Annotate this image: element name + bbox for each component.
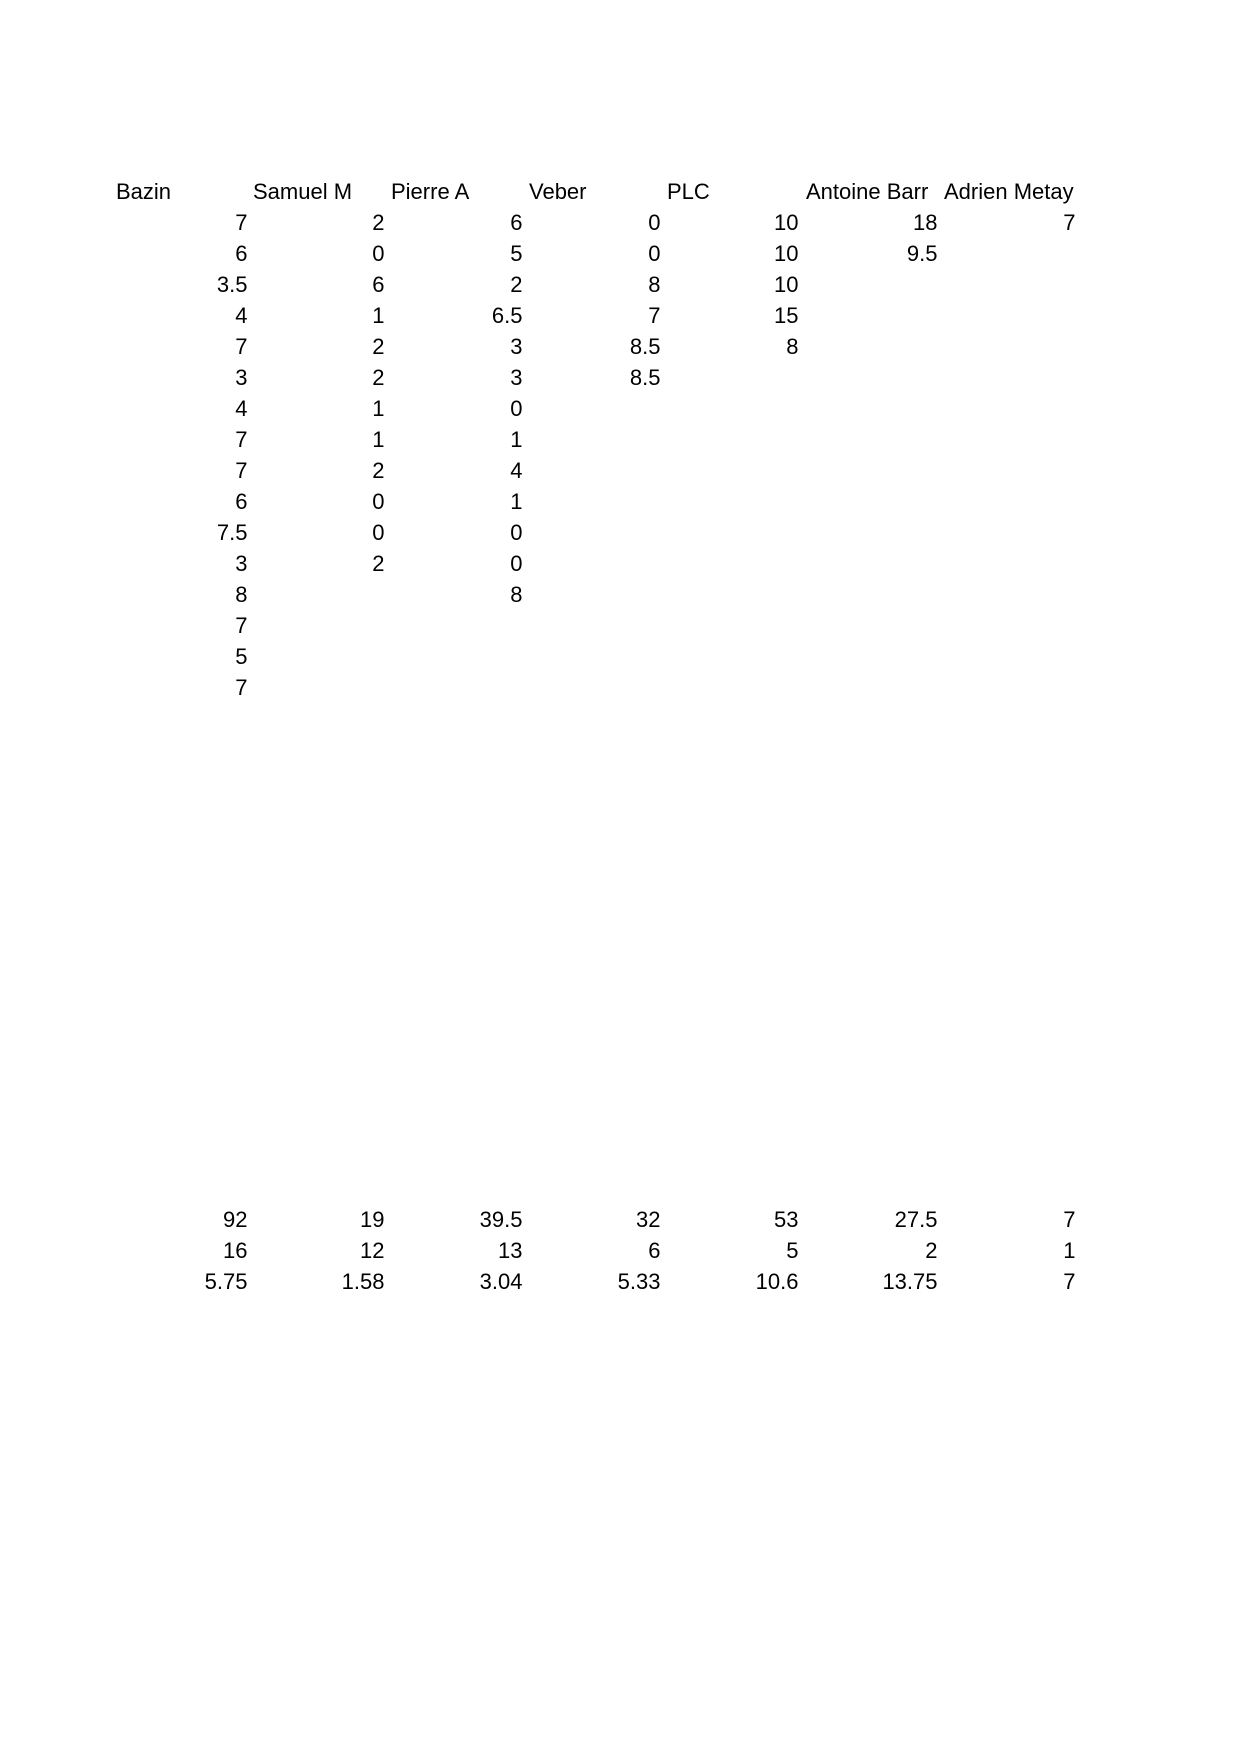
data-cell: 0 bbox=[372, 489, 385, 514]
data-cell: 7 bbox=[235, 675, 248, 700]
column-header: PLC bbox=[667, 179, 710, 204]
data-cell: 7 bbox=[1063, 210, 1076, 235]
data-cell: 4 bbox=[510, 458, 523, 483]
column-header: Antoine Barr bbox=[806, 179, 929, 204]
summary-cell: 13 bbox=[498, 1238, 523, 1263]
column-header: Samuel M bbox=[253, 179, 353, 204]
data-cell: 2 bbox=[372, 210, 385, 235]
data-cell: 7 bbox=[235, 427, 248, 452]
summary-cell: 16 bbox=[223, 1238, 248, 1263]
data-cell: 2 bbox=[372, 365, 385, 390]
data-cell: 0 bbox=[648, 241, 661, 266]
data-cell: 2 bbox=[372, 551, 385, 576]
data-cell: 7.5 bbox=[216, 520, 248, 545]
data-cell: 4 bbox=[235, 396, 248, 421]
column-header: Bazin bbox=[116, 179, 172, 204]
data-cell: 18 bbox=[913, 210, 938, 235]
summary-cell: 5 bbox=[786, 1238, 799, 1263]
data-cell: 2 bbox=[372, 458, 385, 483]
data-cell: 0 bbox=[510, 520, 523, 545]
data-cell: 3 bbox=[235, 551, 248, 576]
data-cell: 1 bbox=[510, 489, 523, 514]
data-cell: 10 bbox=[774, 272, 799, 297]
data-cell: 1 bbox=[372, 303, 385, 328]
summary-cell: 12 bbox=[360, 1238, 385, 1263]
data-cell: 5 bbox=[510, 241, 523, 266]
data-cell: 0 bbox=[510, 396, 523, 421]
data-cell: 7 bbox=[235, 334, 248, 359]
data-cell: 0 bbox=[510, 551, 523, 576]
data-cell: 6.5 bbox=[491, 303, 523, 328]
summary-cell: 32 bbox=[636, 1207, 661, 1232]
column-header: Veber bbox=[529, 179, 587, 204]
data-cell: 0 bbox=[648, 210, 661, 235]
data-cell: 1 bbox=[372, 427, 385, 452]
summary-cell: 1 bbox=[1063, 1238, 1076, 1263]
data-cell: 8 bbox=[510, 582, 523, 607]
data-cell: 1 bbox=[510, 427, 523, 452]
data-cell: 8.5 bbox=[629, 334, 661, 359]
summary-cell: 53 bbox=[774, 1207, 799, 1232]
data-cell: 8 bbox=[786, 334, 799, 359]
summary-cell: 10.6 bbox=[755, 1269, 799, 1294]
data-cell: 8 bbox=[235, 582, 248, 607]
column-header: Adrien Metay bbox=[944, 179, 1074, 204]
data-cell: 6 bbox=[235, 241, 248, 266]
data-cell: 4 bbox=[235, 303, 248, 328]
summary-cell: 1.58 bbox=[341, 1269, 385, 1294]
data-cell: 3 bbox=[510, 334, 523, 359]
data-cell: 2 bbox=[510, 272, 523, 297]
summary-cell: 13.75 bbox=[882, 1269, 938, 1294]
data-cell: 5 bbox=[235, 644, 248, 669]
summary-cell: 2 bbox=[925, 1238, 938, 1263]
summary-cell: 92 bbox=[223, 1207, 248, 1232]
data-cell: 3.5 bbox=[216, 272, 248, 297]
data-cell: 1 bbox=[372, 396, 385, 421]
data-cell: 3 bbox=[235, 365, 248, 390]
data-cell: 7 bbox=[235, 613, 248, 638]
summary-cell: 5.33 bbox=[617, 1269, 661, 1294]
data-cell: 15 bbox=[774, 303, 799, 328]
column-header: Pierre A bbox=[391, 179, 470, 204]
summary-cell: 39.5 bbox=[479, 1207, 523, 1232]
summary-cell: 3.04 bbox=[479, 1269, 523, 1294]
data-cell: 0 bbox=[372, 520, 385, 545]
data-cell: 7 bbox=[235, 458, 248, 483]
summary-cell: 7 bbox=[1063, 1207, 1076, 1232]
data-cell: 9.5 bbox=[906, 241, 938, 266]
data-cell: 3 bbox=[510, 365, 523, 390]
data-cell: 7 bbox=[648, 303, 661, 328]
summary-cell: 5.75 bbox=[204, 1269, 248, 1294]
summary-cell: 27.5 bbox=[894, 1207, 938, 1232]
data-cell: 8 bbox=[648, 272, 661, 297]
data-cell: 10 bbox=[774, 210, 799, 235]
data-cell: 0 bbox=[372, 241, 385, 266]
data-cell: 10 bbox=[774, 241, 799, 266]
data-cell: 6 bbox=[372, 272, 385, 297]
summary-cell: 6 bbox=[648, 1238, 661, 1263]
data-cell: 7 bbox=[235, 210, 248, 235]
summary-cell: 19 bbox=[360, 1207, 385, 1232]
data-cell: 2 bbox=[372, 334, 385, 359]
data-cell: 6 bbox=[510, 210, 523, 235]
summary-cell: 7 bbox=[1063, 1269, 1076, 1294]
data-cell: 6 bbox=[235, 489, 248, 514]
data-cell: 8.5 bbox=[629, 365, 661, 390]
